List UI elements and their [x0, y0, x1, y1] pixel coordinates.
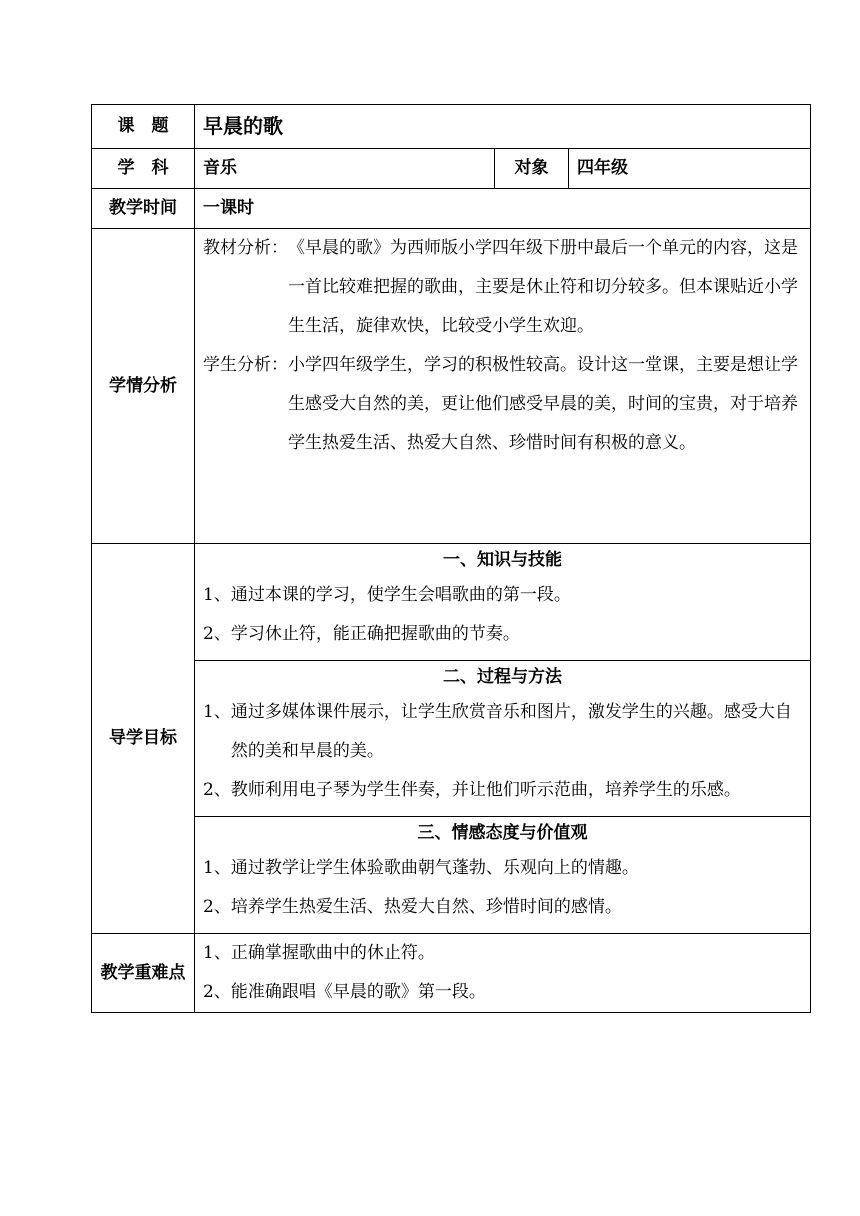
goal-item	[203, 849, 802, 888]
key-points-content	[195, 934, 811, 1013]
student-analysis-key: 学生分析：	[203, 355, 288, 375]
goal-item	[203, 771, 802, 810]
key-point-number: 1、	[203, 943, 231, 963]
analysis-content	[195, 229, 811, 544]
goal-item-number: 2、	[203, 780, 231, 800]
row-goals	[92, 544, 811, 934]
goal-item	[203, 888, 802, 927]
goal-section	[195, 816, 810, 933]
audience-label: 对象	[495, 149, 569, 189]
key-point-text: 能准确跟唱《早晨的歌》第一段。	[230, 982, 486, 1002]
analysis-label: 学情分析	[92, 229, 195, 544]
row-analysis	[92, 229, 811, 544]
subject-label: 学 科	[92, 149, 195, 189]
goal-item-number: 1、	[203, 702, 231, 722]
row-topic	[92, 105, 811, 149]
student-analysis	[203, 346, 802, 463]
goal-item-text: 通过教学让学生体验歌曲朝气蓬勃、乐观向上的情趣。	[230, 858, 639, 878]
row-subject	[92, 149, 811, 189]
goal-section	[195, 660, 810, 816]
subject-value: 音乐	[195, 149, 495, 189]
goal-item-number: 2、	[203, 624, 231, 644]
goals-content	[195, 544, 811, 934]
material-analysis-text: 《早晨的歌》为西师版小学四年级下册中最后一个单元的内容，这是一首比较难把握的歌曲，主要是休止符和切分较多。但本课贴近小学生生活，旋律欢快，比较受小学生欢迎。	[288, 238, 798, 336]
row-time	[92, 189, 811, 229]
goal-item	[203, 693, 802, 771]
key-point-item	[203, 973, 802, 1012]
student-analysis-text: 小学四年级学生，学习的积极性较高。设计这一堂课，主要是想让学生感受大自然的美，更让他们感受早晨的美，时间的宝贵，对于培养学生热爱生活、热爱大自然、珍惜时间有积极的意义。	[288, 355, 798, 453]
material-analysis-key: 教材分析：	[203, 238, 288, 258]
lesson-plan-table	[91, 104, 811, 1013]
time-label: 教学时间	[92, 189, 195, 229]
key-points-label: 教学重难点	[92, 934, 195, 1013]
goal-item-number: 1、	[203, 858, 231, 878]
key-point-number: 2、	[203, 982, 231, 1002]
goal-item	[203, 576, 802, 615]
row-key-points	[92, 934, 811, 1013]
goal-section	[195, 544, 810, 660]
goals-label: 导学目标	[92, 544, 195, 934]
topic-value: 早晨的歌	[195, 105, 811, 149]
goal-section-heading: 二、过程与方法	[443, 667, 562, 687]
material-analysis	[203, 229, 802, 346]
goal-item	[203, 615, 802, 654]
goal-item-text: 教师利用电子琴为学生伴奏，并让他们听示范曲，培养学生的乐感。	[230, 780, 741, 800]
goal-item-text: 学习休止符，能正确把握歌曲的节奏。	[230, 624, 520, 644]
key-point-item	[203, 934, 802, 973]
goal-item-number: 2、	[203, 897, 231, 917]
key-point-text: 正确掌握歌曲中的休止符。	[230, 943, 435, 963]
goal-section-heading: 三、情感态度与价值观	[417, 823, 588, 843]
goal-item-text: 通过多媒体课件展示，让学生欣赏音乐和图片，激发学生的兴趣。感受大自然的美和早晨的美。	[230, 702, 792, 761]
goal-item-number: 1、	[203, 585, 231, 605]
time-value: 一课时	[195, 189, 811, 229]
topic-label: 课 题	[92, 105, 195, 149]
goal-section-heading: 一、知识与技能	[443, 550, 562, 570]
goal-item-text: 通过本课的学习，使学生会唱歌曲的第一段。	[230, 585, 571, 605]
goal-item-text: 培养学生热爱生活、热爱大自然、珍惜时间的感情。	[230, 897, 622, 917]
audience-value: 四年级	[569, 149, 811, 189]
